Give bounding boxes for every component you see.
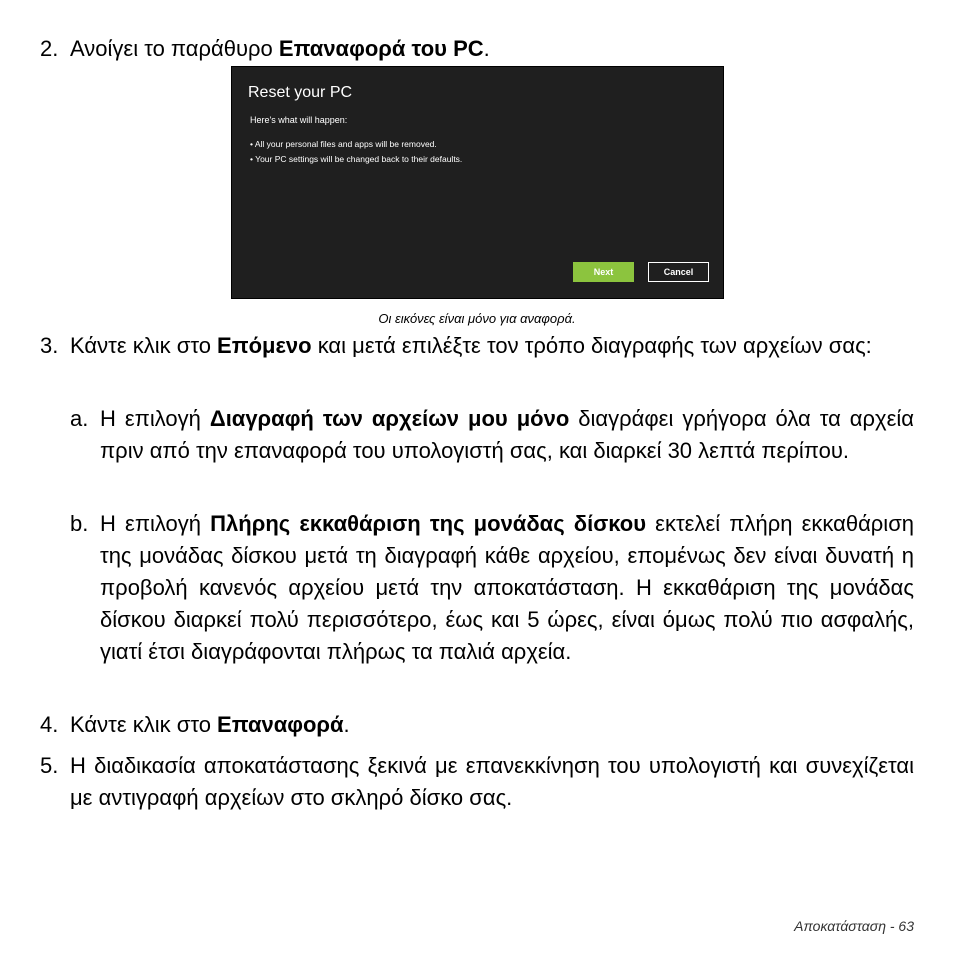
step-text [100, 403, 914, 467]
next-button[interactable]: Next [573, 262, 634, 282]
figure-caption: Οι εικόνες είναι μόνο για αναφορά. [378, 311, 576, 326]
step-text-part: Κάντε κλικ στο [70, 333, 218, 358]
step-text-part: Η επιλογή [100, 406, 210, 431]
step-text-part: εκτελεί πλήρη εκκαθάριση της μονάδας δίσκου μετά τη διαγραφή κάθε αρχείου, επομένως δεν είναι δυνατή η προβολή κανενός αρχείου μετά την αποκατάσταση. Η εκκαθάριση της μονάδας δίσκου διαρκεί πολύ περισσότερο, έως και 5 ώρες, είναι όμως πολύ πιο ασφαλής, γιατί έτσι διαγράφονται πλήρως τα παλιά αρχεία. [100, 511, 915, 664]
step-number: 3. [40, 333, 59, 358]
step-5 [40, 750, 914, 814]
step-bold-term: Επόμενο [217, 333, 312, 358]
step-text [100, 508, 914, 668]
figure-bullet: • All your personal files and apps will be removed. [250, 139, 437, 149]
step-2 [40, 33, 914, 65]
step-text-part: Κάντε κλικ στο [70, 712, 218, 737]
step-bold-term: Πλήρης εκκαθάριση της μονάδας δίσκου [210, 511, 647, 536]
step-text [70, 330, 914, 362]
step-4 [40, 709, 914, 741]
page-number: 63 [898, 918, 914, 934]
page-footer [794, 918, 914, 934]
step-3 [40, 330, 914, 362]
cancel-button[interactable]: Cancel [648, 262, 709, 282]
step-text [70, 709, 914, 741]
figure-subtitle: Here's what will happen: [250, 115, 348, 125]
step-3a [70, 403, 914, 467]
step-text-part: . [343, 712, 350, 737]
step-bold-term: Επαναφορά [217, 712, 344, 737]
step-number: 2. [40, 36, 59, 61]
step-bold-term: Διαγραφή των αρχείων μου μόνο [209, 406, 570, 431]
figure-title: Reset your PC [248, 84, 353, 101]
step-text-part: διαγράφει γρήγορα όλα τα αρχεία πριν από την επαναφορά του υπολογιστή σας, και διαρκεί 30 λεπτά περίπου. [100, 406, 914, 463]
step-number: 5. [40, 753, 59, 778]
step-text-part: Η επιλογή [100, 511, 211, 536]
footer-section: Αποκατάσταση - [794, 918, 895, 934]
step-text-part: Ανοίγει το παράθυρο [70, 36, 279, 61]
reset-pc-screenshot [231, 66, 724, 299]
step-number: 4. [40, 712, 59, 737]
step-text-part: . [483, 36, 490, 61]
step-text [70, 33, 914, 65]
step-text-part: και μετά επιλέξτε τον τρόπο διαγραφής των αρχείων σας: [311, 333, 872, 358]
step-text: Η διαδικασία αποκατάστασης ξεκινά με επανεκκίνηση του υπολογιστή και συνεχίζεται με αντιγραφή αρχείων στο σκληρό δίσκο σας. [70, 753, 914, 810]
step-number: b. [70, 511, 89, 536]
step-3b [70, 508, 914, 668]
step-number: a. [70, 406, 89, 431]
step-bold-term: Επαναφορά του PC [278, 36, 484, 61]
figure-bullet: • Your PC settings will be changed back to their defaults. [250, 154, 463, 164]
figure-bullet-list [250, 137, 462, 167]
